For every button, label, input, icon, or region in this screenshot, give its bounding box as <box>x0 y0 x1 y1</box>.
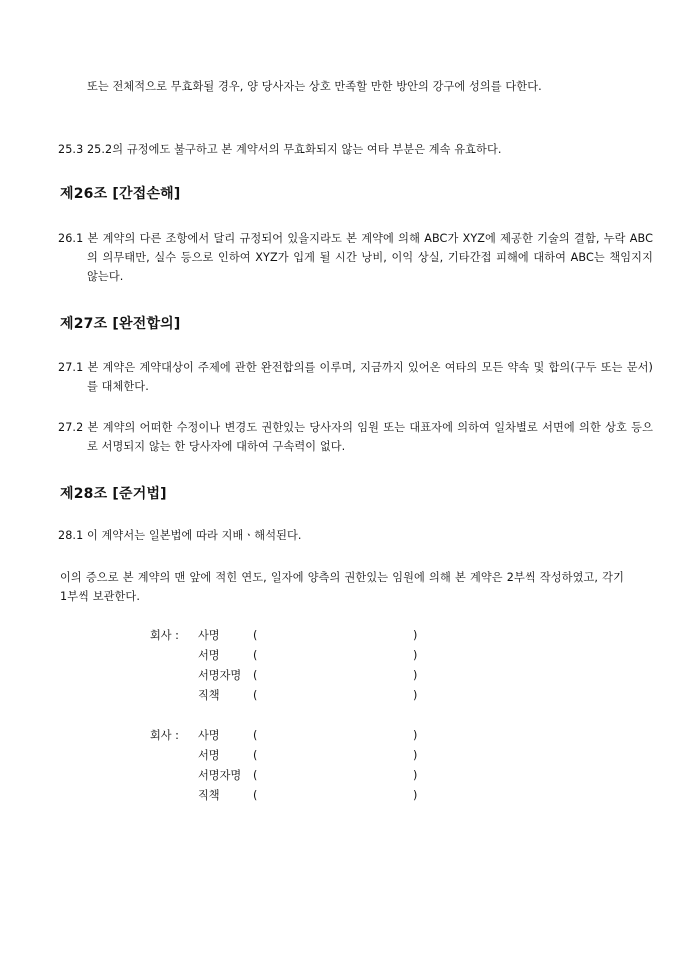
field-label: 서명 <box>198 649 220 662</box>
signature-block-2 <box>150 726 450 806</box>
field-label: 서명자명 <box>198 769 242 782</box>
field-label: 사명 <box>198 729 220 742</box>
close-paren: ) <box>413 729 418 742</box>
clause-26-1: 26.1 본 계약의 다른 조항에서 달리 규정되어 있을지라도 본 계약에 의해 ABC가 XYZ에 제공한 기술의 결함, 누락 ABC의 의무태만, 실수 등으로 인하여 XYZ가 입게 될 시간 낭비, 이익 상실, 기타간접 피해에 대하여 ABC는 책임지지 않는다. <box>58 232 653 283</box>
signature-block-1 <box>150 626 450 706</box>
company-label: 회사 : <box>150 729 179 742</box>
signature-row <box>150 786 450 806</box>
continuation-paragraph: 또는 전체적으로 무효화될 경우, 양 당사자는 상호 만족할 만한 방안의 강구에 성의를 다한다. <box>87 80 542 93</box>
field-label: 서명자명 <box>198 669 242 682</box>
clause-27-1: 27.1 본 계약은 계약대상이 주제에 관한 완전합의를 이루며, 지금까지 있어온 여타의 모든 약속 및 합의(구두 또는 문서)를 대체한다. <box>58 361 653 393</box>
signature-row <box>150 646 450 666</box>
clause-28-1: 28.1 이 계약서는 일본법에 따라 지배ㆍ해석된다. <box>58 529 302 542</box>
close-paren: ) <box>413 629 418 642</box>
open-paren: ( <box>253 789 258 802</box>
open-paren: ( <box>253 689 258 702</box>
closing-paragraph: 이의 증으로 본 계약의 맨 앞에 적힌 연도, 일자에 양측의 권한있는 임원에 의해 본 계약은 2부씩 작성하였고, 각기 1부씩 보관한다. <box>60 571 624 603</box>
signature-row <box>150 626 450 646</box>
field-label: 직책 <box>198 689 220 702</box>
article-27-title: 제27조 [완전합의] <box>60 316 181 332</box>
field-label: 사명 <box>198 629 220 642</box>
open-paren: ( <box>253 669 258 682</box>
open-paren: ( <box>253 629 258 642</box>
signature-row <box>150 686 450 706</box>
open-paren: ( <box>253 729 258 742</box>
open-paren: ( <box>253 749 258 762</box>
signature-row <box>150 746 450 766</box>
open-paren: ( <box>253 769 258 782</box>
close-paren: ) <box>413 669 418 682</box>
article-28-title: 제28조 [준거법] <box>60 486 167 502</box>
field-label: 서명 <box>198 749 220 762</box>
signature-row <box>150 766 450 786</box>
field-label: 직책 <box>198 789 220 802</box>
signature-row <box>150 666 450 686</box>
company-label: 회사 : <box>150 629 179 642</box>
signature-row <box>150 726 450 746</box>
clause-27-2: 27.2 본 계약의 어떠한 수정이나 변경도 권한있는 당사자의 임원 또는 대표자에 의하여 일차별로 서면에 의한 상호 등으로 서명되지 않는 한 당사자에 대하여 구속력이 없다. <box>58 421 653 453</box>
article-26-title: 제26조 [간접손해] <box>60 186 181 202</box>
close-paren: ) <box>413 749 418 762</box>
close-paren: ) <box>413 769 418 782</box>
clause-25-3: 25.3 25.2의 규정에도 불구하고 본 계약서의 무효화되지 않는 여타 부분은 계속 유효하다. <box>58 143 502 156</box>
close-paren: ) <box>413 689 418 702</box>
close-paren: ) <box>413 649 418 662</box>
close-paren: ) <box>413 789 418 802</box>
open-paren: ( <box>253 649 258 662</box>
